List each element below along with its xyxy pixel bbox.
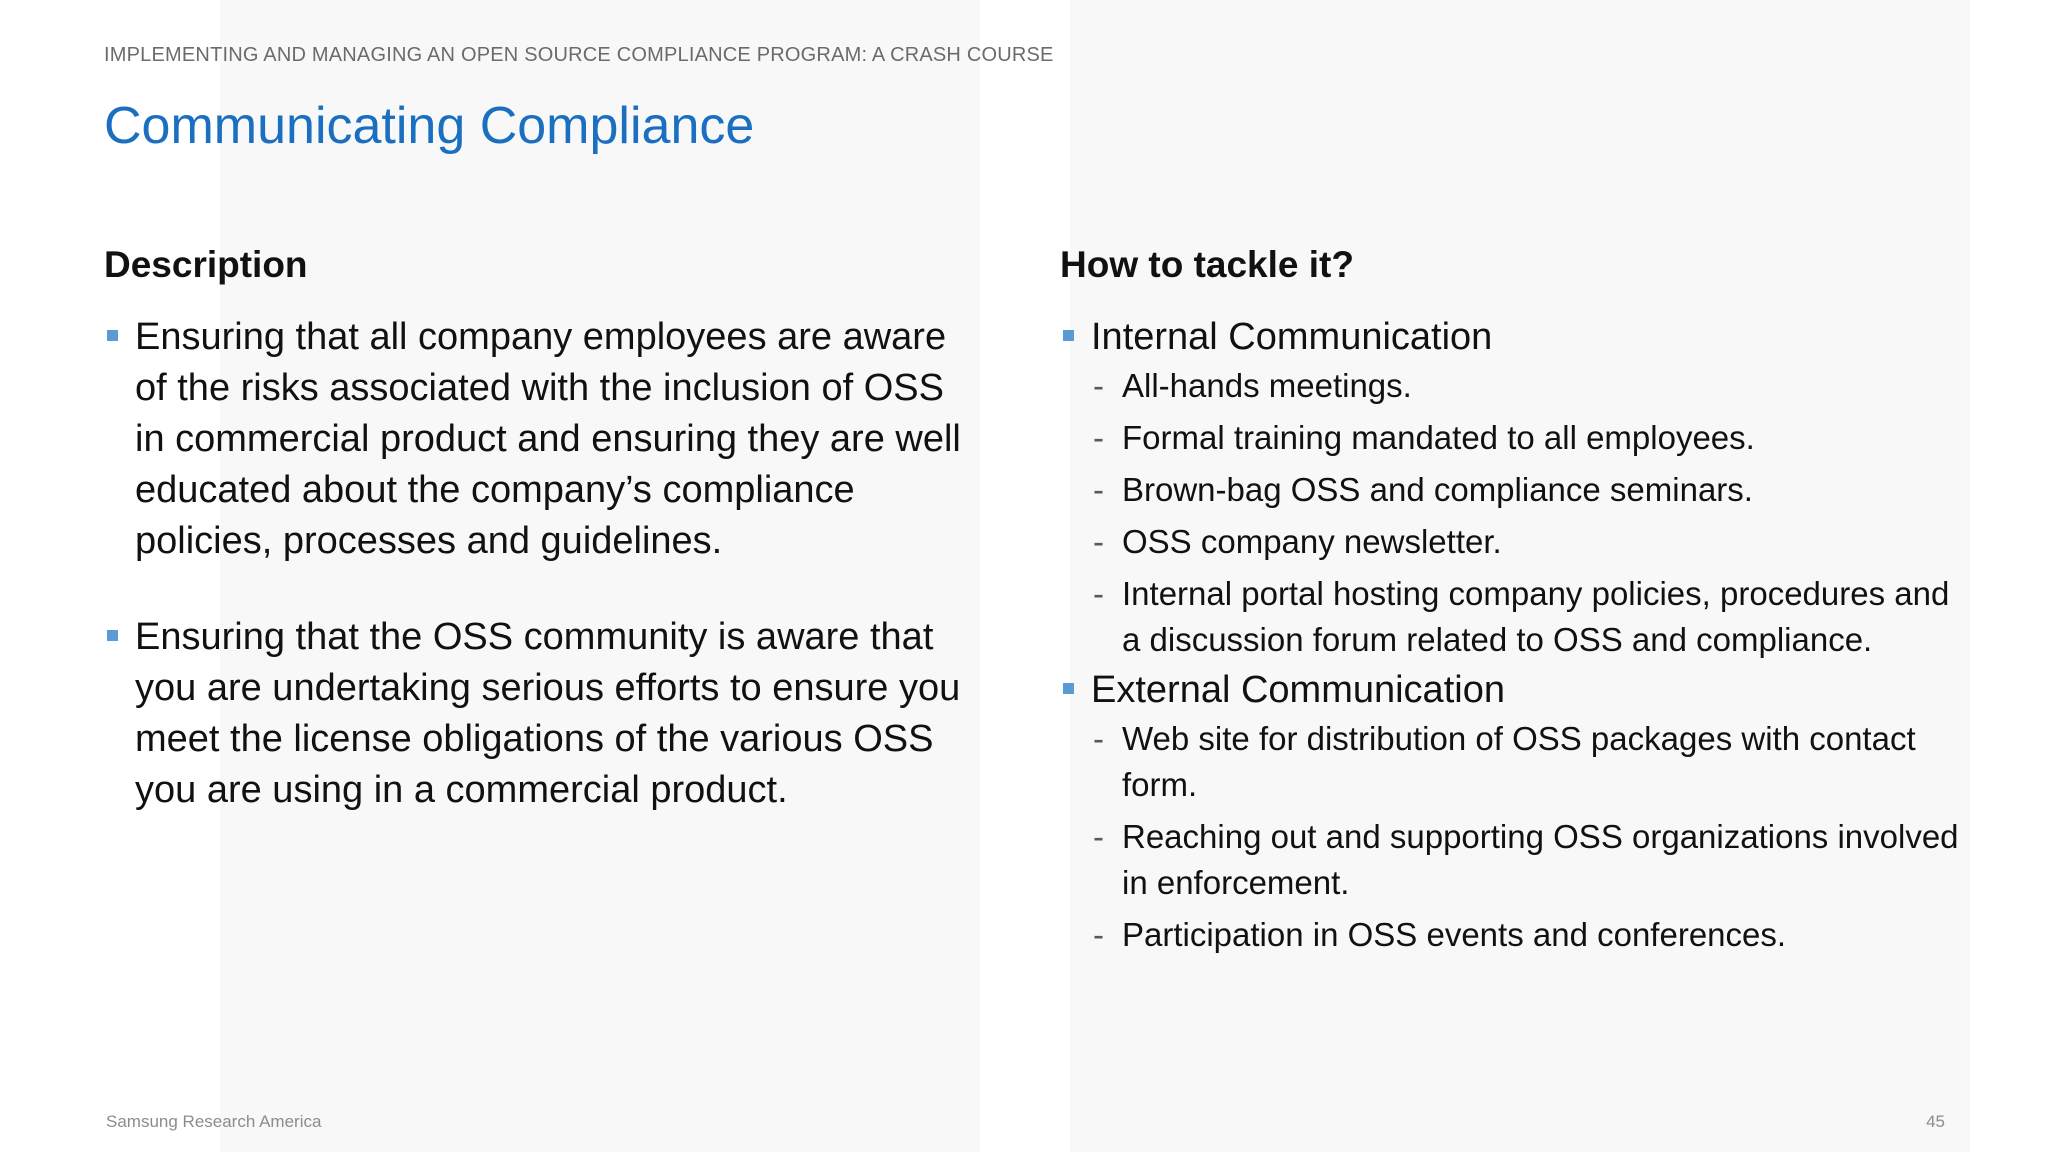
sub-item-text: Reaching out and supporting OSS organizations involved in enforcement. (1122, 818, 1959, 901)
sub-item (1091, 571, 1960, 663)
course-title: IMPLEMENTING AND MANAGING AN OPEN SOURCE COMPLIANCE PROGRAM: A CRASH COURSE (104, 44, 1054, 66)
internal-communication-items (1091, 363, 1960, 663)
page-number: 45 (1926, 1112, 1945, 1131)
square-bullet-icon (1063, 330, 1074, 341)
dash-icon: - (1093, 367, 1104, 404)
sub-item-text: Internal portal hosting company policies, procedures and a discussion forum related to OSS and compliance. (1122, 575, 1950, 658)
description-heading: Description (104, 244, 308, 285)
tackle-list (1060, 312, 1960, 958)
square-bullet-icon (1063, 683, 1074, 694)
bullet-text: Ensuring that the OSS community is aware that you are undertaking serious efforts to ensure you meet the license obligations of the various OSS you are using in a commercial product. (135, 616, 961, 811)
sub-item-text: Brown-bag OSS and compliance seminars. (1122, 471, 1753, 508)
sub-item (1091, 363, 1960, 409)
sub-item-text: Participation in OSS events and conferences. (1122, 916, 1787, 953)
internal-communication-bullet (1060, 312, 1960, 663)
sub-item (1091, 716, 1960, 808)
sub-item (1091, 912, 1960, 958)
sub-item (1091, 814, 1960, 906)
sub-item-text: Formal training mandated to all employees. (1122, 419, 1755, 456)
how-to-tackle-heading: How to tackle it? (1060, 244, 1354, 285)
dash-icon: - (1093, 818, 1104, 855)
description-bullet (104, 612, 984, 816)
dash-icon: - (1093, 575, 1104, 612)
bullet-text: Ensuring that all company employees are aware of the risks associated with the inclusion of OSS in commercial product and ensuring they are well educated about the company’s compliance policies, processes and guidelines. (135, 316, 961, 562)
sub-item-text: OSS company newsletter. (1122, 523, 1502, 560)
dash-icon: - (1093, 419, 1104, 456)
sub-item (1091, 415, 1960, 461)
sub-item (1091, 519, 1960, 565)
description-list (104, 312, 984, 816)
dash-icon: - (1093, 471, 1104, 508)
dash-icon: - (1093, 916, 1104, 953)
external-communication-items (1091, 716, 1960, 958)
description-bullet (104, 312, 984, 567)
slide-title: Communicating Compliance (104, 97, 755, 155)
square-bullet-icon (107, 330, 118, 341)
external-communication-bullet (1060, 665, 1960, 958)
sub-item-text: All-hands meetings. (1122, 367, 1412, 404)
footer-organization: Samsung Research America (106, 1112, 322, 1131)
sub-item-text: Web site for distribution of OSS packages with contact form. (1122, 720, 1916, 803)
dash-icon: - (1093, 523, 1104, 560)
square-bullet-icon (107, 630, 118, 641)
group-label: External Communication (1091, 669, 1505, 711)
dash-icon: - (1093, 720, 1104, 757)
group-label: Internal Communication (1091, 316, 1493, 358)
sub-item (1091, 467, 1960, 513)
